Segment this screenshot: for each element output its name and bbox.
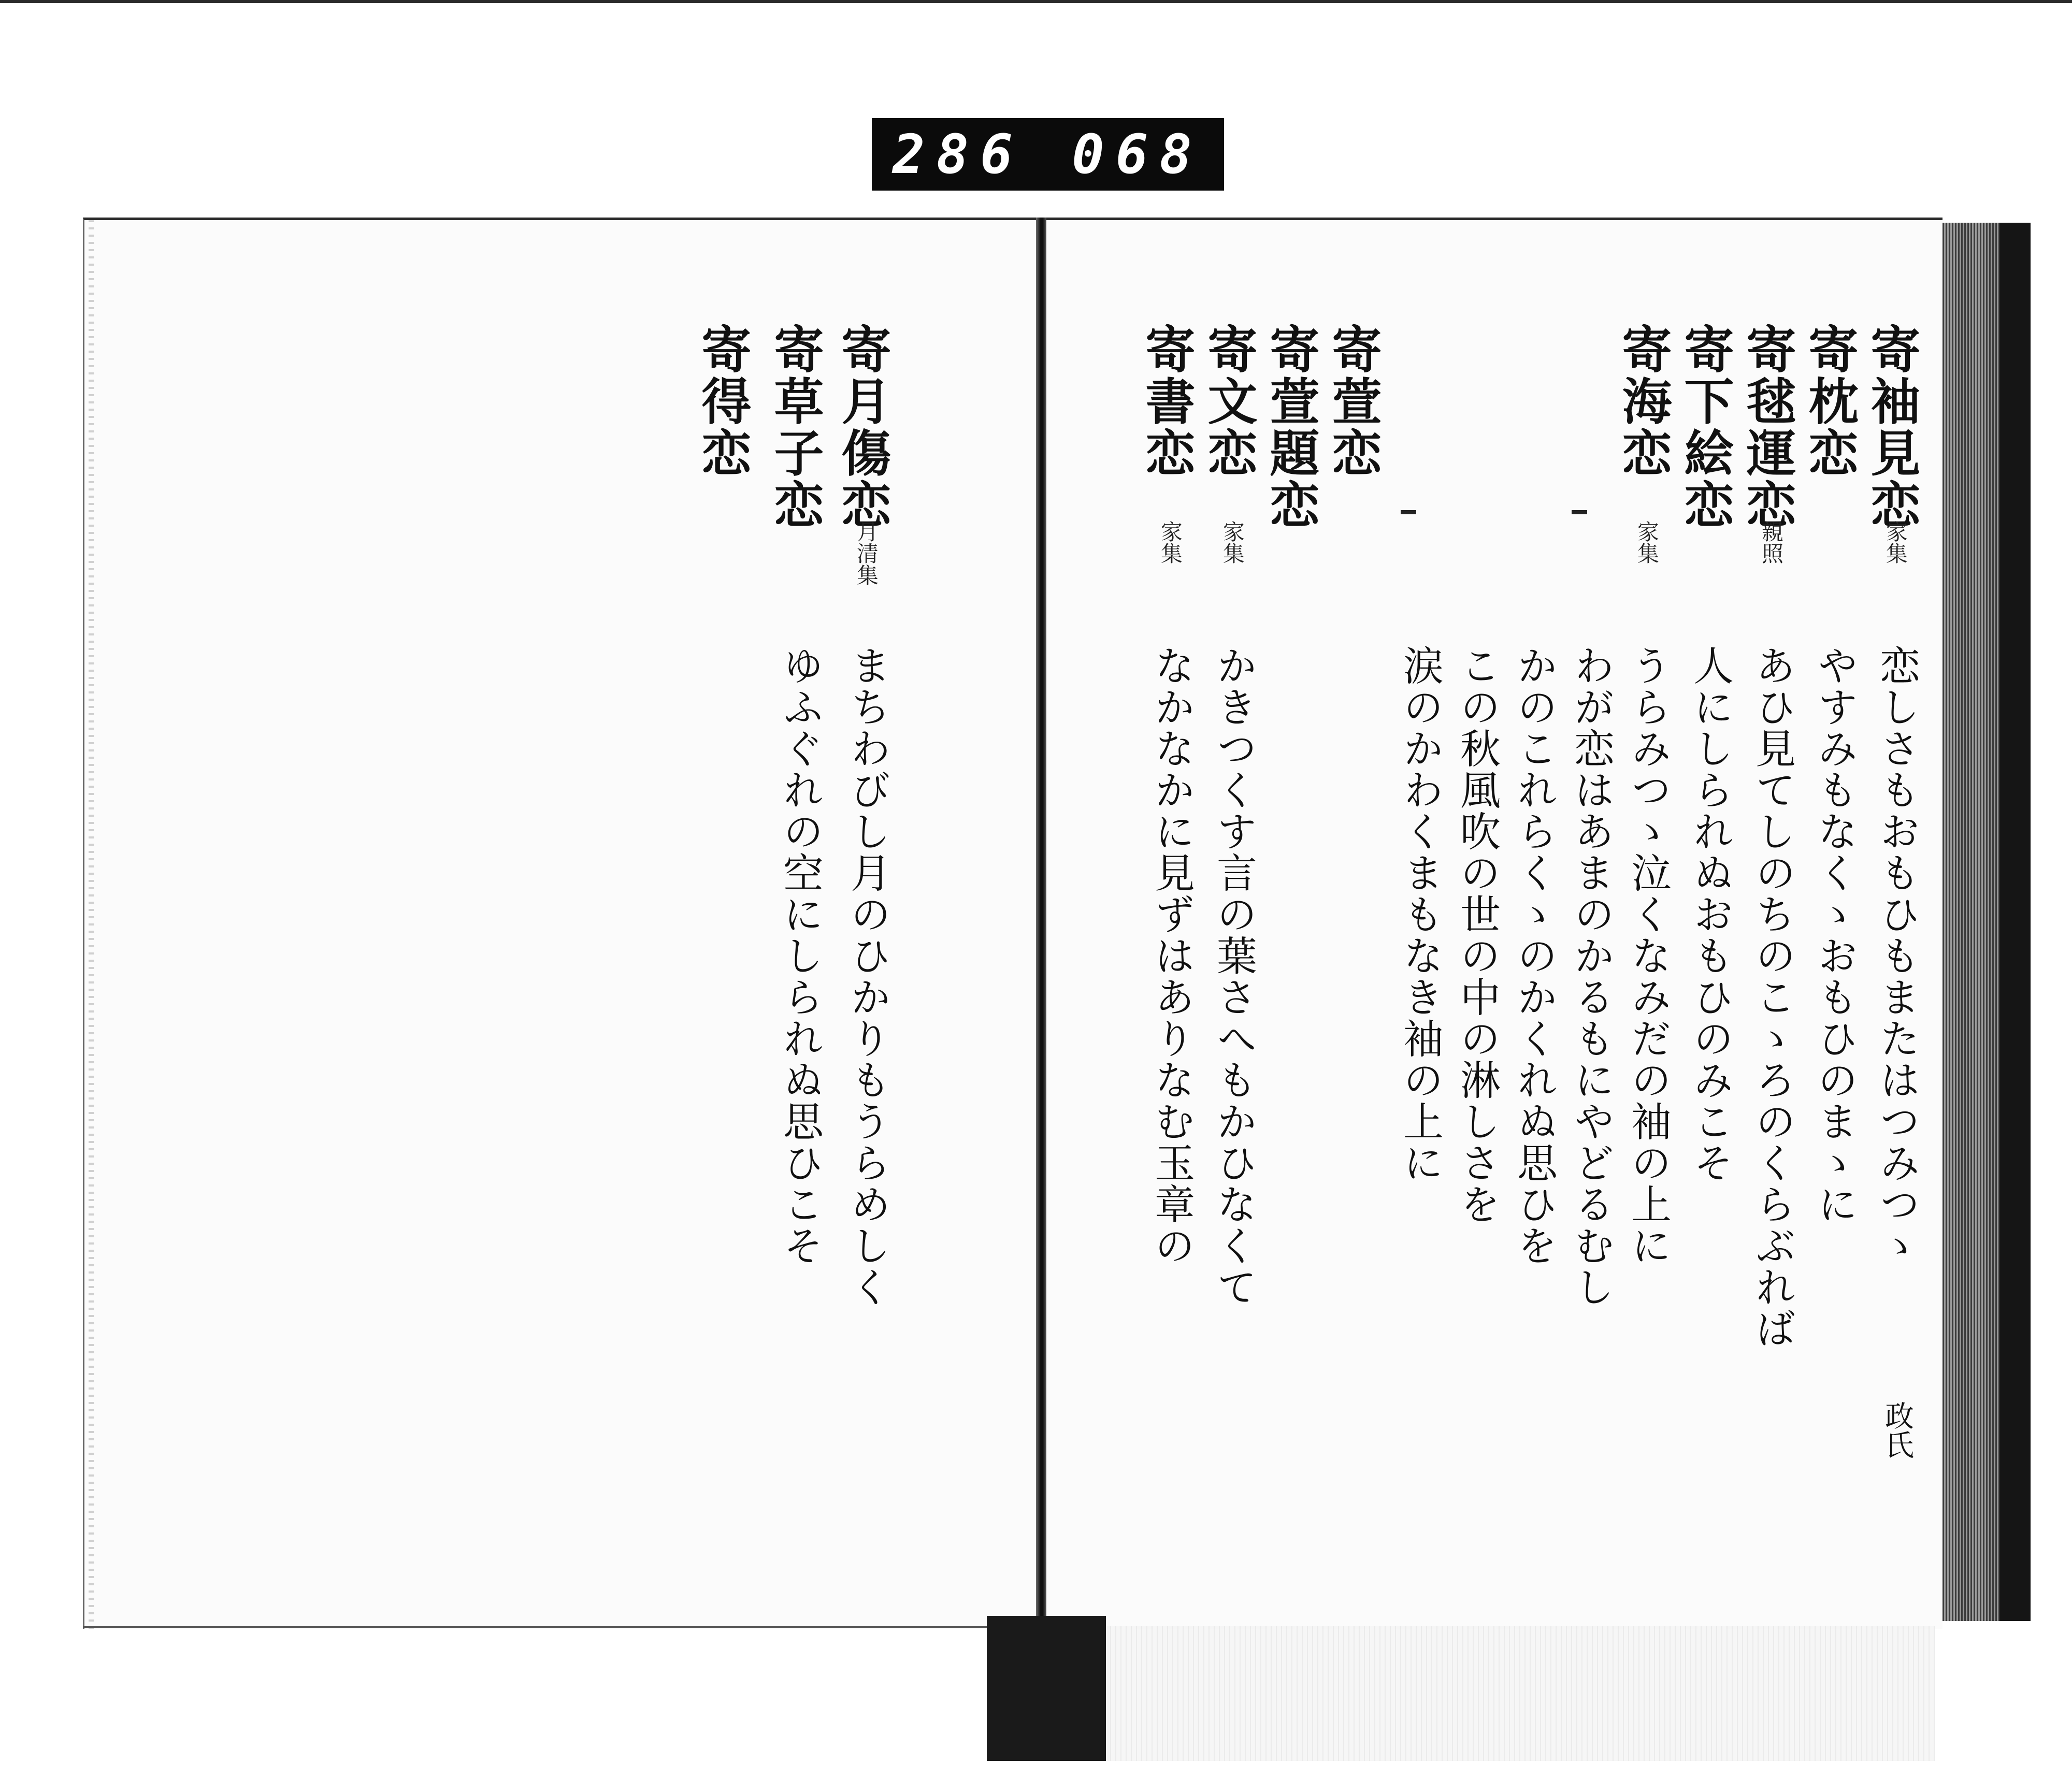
left-page-bottom-edge	[83, 1626, 987, 1634]
poem-verse: 人にしられぬおもひのみこそ	[1687, 645, 1733, 1183]
poem-author: 政氏	[1880, 1401, 1914, 1459]
poem-title: 寄得恋	[694, 324, 752, 479]
poem-column	[1316, 220, 1383, 1629]
poem-verse: うらみつゝ泣くなみだの袖の上に	[1624, 645, 1671, 1266]
poem-column	[1492, 220, 1557, 1629]
poem-source: 家集	[1158, 520, 1183, 564]
poem-verse: なかなかに見ずはありなむ玉章の	[1148, 645, 1195, 1266]
poem-column	[1254, 220, 1320, 1629]
poem-column	[758, 220, 825, 1629]
left-page-edge	[89, 220, 94, 1629]
poem-title: 寄月傷恋	[833, 324, 892, 531]
right-page	[1046, 218, 1942, 1629]
reel-frame-number: 068	[1072, 123, 1203, 186]
poem-verse: やすみもなくゝおもひのまゝに	[1811, 645, 1858, 1225]
poem-source: 家集	[1634, 520, 1660, 564]
poem-column	[685, 220, 752, 1629]
poem-source: 家集	[1220, 520, 1245, 564]
poem-title: 寄海恋	[1614, 324, 1673, 479]
poem-column	[1129, 220, 1196, 1629]
poem-column	[1435, 220, 1500, 1629]
poem-verse: 涙のかわくまもなき袖の上に	[1397, 645, 1443, 1183]
poem-title: 寄毬運恋	[1738, 324, 1797, 531]
poem-verse: かのこれらくゝのかくれぬ思ひを	[1510, 645, 1557, 1266]
poem-source: 月清集	[854, 520, 879, 586]
poem-column	[1854, 220, 1921, 1629]
poem-title: 寄書恋	[1138, 324, 1196, 479]
poem-column	[1606, 220, 1673, 1629]
poem-column	[1378, 220, 1443, 1629]
book-gutter	[1036, 218, 1047, 1626]
poem-column	[1549, 220, 1614, 1629]
open-book	[83, 218, 2031, 1637]
poem-column	[1730, 220, 1797, 1629]
poem-title: 寄萱恋	[1324, 324, 1383, 479]
poem-verse: あひ見てしのちのこゝろのくらぶれば	[1749, 645, 1795, 1349]
column-mark	[1401, 510, 1416, 514]
poem-title: 寄文恋	[1200, 324, 1258, 479]
poem-column	[1191, 220, 1258, 1629]
microfilm-reel-label	[872, 118, 1224, 191]
poem-verse: まちわびし月のひかりもうらめしく	[844, 645, 890, 1308]
reel-roll-number: 286	[893, 123, 1024, 186]
poem-verse: この秋風吹の世の中の淋しさを	[1454, 645, 1500, 1225]
poem-source: 家集	[1883, 520, 1908, 564]
poem-title: 寄下絵恋	[1676, 324, 1735, 531]
poem-title: 寄袖見恋	[1863, 324, 1921, 531]
book-spine-shadow	[987, 1616, 1106, 1761]
book-fore-edge	[1942, 223, 2031, 1621]
poem-column	[825, 220, 892, 1629]
poem-column	[1668, 220, 1735, 1629]
poem-title: 寄枕恋	[1801, 324, 1859, 479]
column-mark	[1572, 510, 1587, 514]
poem-verse: かきつくす言の葉さへもかひなくて	[1210, 645, 1257, 1308]
left-page	[83, 218, 1038, 1629]
poem-title: 寄草子恋	[766, 324, 825, 531]
poem-source: 親照	[1759, 520, 1784, 564]
poem-verse: ゆふぐれの空にしられぬ思ひこそ	[776, 645, 823, 1266]
scan-top-border	[0, 0, 2072, 3]
poem-verse: 恋しさもおもひもまたはつみつゝ	[1873, 645, 1920, 1266]
poem-verse: わが恋はあまのかるもにやどるむし	[1567, 645, 1614, 1308]
poem-title: 寄萱題恋	[1262, 324, 1320, 531]
poem-column	[1792, 220, 1859, 1629]
right-page-bottom-shadow	[1106, 1626, 1935, 1761]
